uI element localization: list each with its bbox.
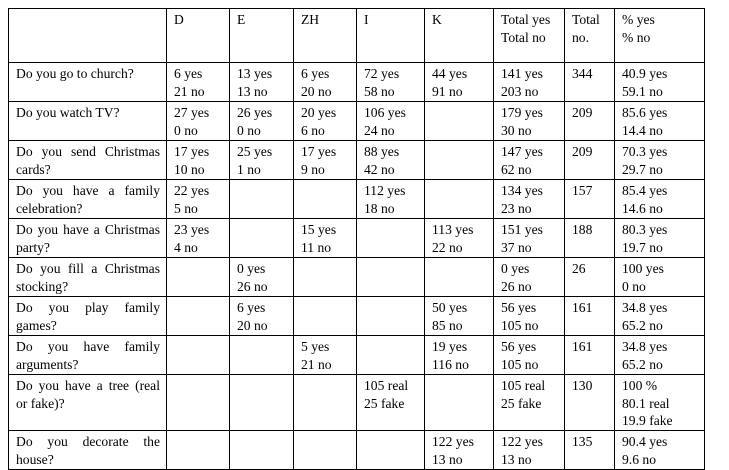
data-cell: 15 yes 11 no — [294, 219, 357, 258]
data-cell — [357, 258, 425, 297]
total-cell: 0 yes 26 no — [494, 258, 565, 297]
data-cell: 6 yes 20 no — [230, 297, 294, 336]
header-cell-total-yes-no: Total yes Total no — [494, 9, 565, 63]
data-cell — [230, 336, 294, 375]
data-cell — [167, 431, 230, 470]
data-cell — [230, 375, 294, 431]
data-cell: 20 yes 6 no — [294, 102, 357, 141]
total-no-cell: 161 — [565, 336, 615, 375]
data-cell: 26 yes 0 no — [230, 102, 294, 141]
total-cell: 56 yes 105 no — [494, 336, 565, 375]
total-cell: 134 yes 23 no — [494, 180, 565, 219]
total-cell: 105 real 25 fake — [494, 375, 565, 431]
data-cell: 122 yes 13 no — [425, 431, 494, 470]
percent-cell: 40.9 yes 59.1 no — [615, 63, 705, 102]
data-cell — [357, 336, 425, 375]
data-cell: 5 yes 21 no — [294, 336, 357, 375]
data-cell: 50 yes 85 no — [425, 297, 494, 336]
data-cell: 19 yes 116 no — [425, 336, 494, 375]
question-cell: Do you go to church? — [9, 63, 167, 102]
data-cell — [357, 219, 425, 258]
table-row — [9, 336, 705, 375]
data-cell — [294, 431, 357, 470]
table-row — [9, 258, 705, 297]
data-cell — [167, 297, 230, 336]
data-cell — [425, 102, 494, 141]
data-cell — [294, 180, 357, 219]
data-cell — [425, 141, 494, 180]
data-cell — [294, 258, 357, 297]
total-no-cell: 209 — [565, 102, 615, 141]
data-cell — [294, 375, 357, 431]
header-cell-zh: ZH — [294, 9, 357, 63]
total-cell: 56 yes 105 no — [494, 297, 565, 336]
percent-cell: 70.3 yes 29.7 no — [615, 141, 705, 180]
data-cell: 6 yes 20 no — [294, 63, 357, 102]
data-cell: 112 yes 18 no — [357, 180, 425, 219]
table-row — [9, 219, 705, 258]
data-cell — [357, 431, 425, 470]
data-cell — [425, 375, 494, 431]
data-cell: 0 yes 26 no — [230, 258, 294, 297]
total-cell: 122 yes 13 no — [494, 431, 565, 470]
data-cell — [167, 258, 230, 297]
percent-cell: 34.8 yes 65.2 no — [615, 297, 705, 336]
data-cell: 17 yes 9 no — [294, 141, 357, 180]
header-cell-e: E — [230, 9, 294, 63]
header-cell-percent: % yes % no — [615, 9, 705, 63]
percent-cell: 85.6 yes 14.4 no — [615, 102, 705, 141]
data-cell: 13 yes 13 no — [230, 63, 294, 102]
total-no-cell: 135 — [565, 431, 615, 470]
data-cell — [425, 180, 494, 219]
question-cell: Do you decorate the house? — [9, 431, 167, 470]
total-cell: 151 yes 37 no — [494, 219, 565, 258]
question-cell: Do you fill a Christmas stocking? — [9, 258, 167, 297]
data-cell — [167, 375, 230, 431]
question-cell: Do you have a Christmas party? — [9, 219, 167, 258]
table-row — [9, 63, 705, 102]
total-no-cell: 344 — [565, 63, 615, 102]
total-no-cell: 130 — [565, 375, 615, 431]
total-no-cell: 26 — [565, 258, 615, 297]
question-cell: Do you send Christmas cards? — [9, 141, 167, 180]
data-cell: 22 yes 5 no — [167, 180, 230, 219]
header-cell-empty — [9, 9, 167, 63]
header-cell-total-no: Total no. — [565, 9, 615, 63]
table-row — [9, 375, 705, 431]
data-cell — [230, 219, 294, 258]
question-cell: Do you watch TV? — [9, 102, 167, 141]
data-cell: 23 yes 4 no — [167, 219, 230, 258]
data-cell: 106 yes 24 no — [357, 102, 425, 141]
data-cell — [167, 336, 230, 375]
total-cell: 179 yes 30 no — [494, 102, 565, 141]
table-row — [9, 431, 705, 470]
data-cell — [425, 258, 494, 297]
table-row — [9, 141, 705, 180]
data-cell: 25 yes 1 no — [230, 141, 294, 180]
data-cell — [230, 431, 294, 470]
total-no-cell: 157 — [565, 180, 615, 219]
percent-cell: 80.3 yes 19.7 no — [615, 219, 705, 258]
total-no-cell: 209 — [565, 141, 615, 180]
data-cell: 17 yes 10 no — [167, 141, 230, 180]
header-cell-i: I — [357, 9, 425, 63]
percent-cell: 100 yes 0 no — [615, 258, 705, 297]
question-cell: Do you play family games? — [9, 297, 167, 336]
table-row — [9, 102, 705, 141]
data-cell: 44 yes 91 no — [425, 63, 494, 102]
survey-table — [8, 8, 705, 470]
question-cell: Do you have a family celebration? — [9, 180, 167, 219]
percent-cell: 34.8 yes 65.2 no — [615, 336, 705, 375]
data-cell: 72 yes 58 no — [357, 63, 425, 102]
total-no-cell: 188 — [565, 219, 615, 258]
question-cell: Do you have a tree (real or fake)? — [9, 375, 167, 431]
header-row — [9, 9, 705, 63]
question-cell: Do you have family arguments? — [9, 336, 167, 375]
data-cell — [230, 180, 294, 219]
data-cell — [294, 297, 357, 336]
percent-cell: 90.4 yes 9.6 no — [615, 431, 705, 470]
table-row — [9, 297, 705, 336]
data-cell: 105 real 25 fake — [357, 375, 425, 431]
table-row — [9, 180, 705, 219]
data-cell — [357, 297, 425, 336]
percent-cell: 100 % 80.1 real 19.9 fake — [615, 375, 705, 431]
header-cell-k: K — [425, 9, 494, 63]
total-cell: 141 yes 203 no — [494, 63, 565, 102]
header-cell-d: D — [167, 9, 230, 63]
data-cell: 6 yes 21 no — [167, 63, 230, 102]
data-cell: 27 yes 0 no — [167, 102, 230, 141]
percent-cell: 85.4 yes 14.6 no — [615, 180, 705, 219]
total-no-cell: 161 — [565, 297, 615, 336]
data-cell: 113 yes 22 no — [425, 219, 494, 258]
data-cell: 88 yes 42 no — [357, 141, 425, 180]
total-cell: 147 yes 62 no — [494, 141, 565, 180]
